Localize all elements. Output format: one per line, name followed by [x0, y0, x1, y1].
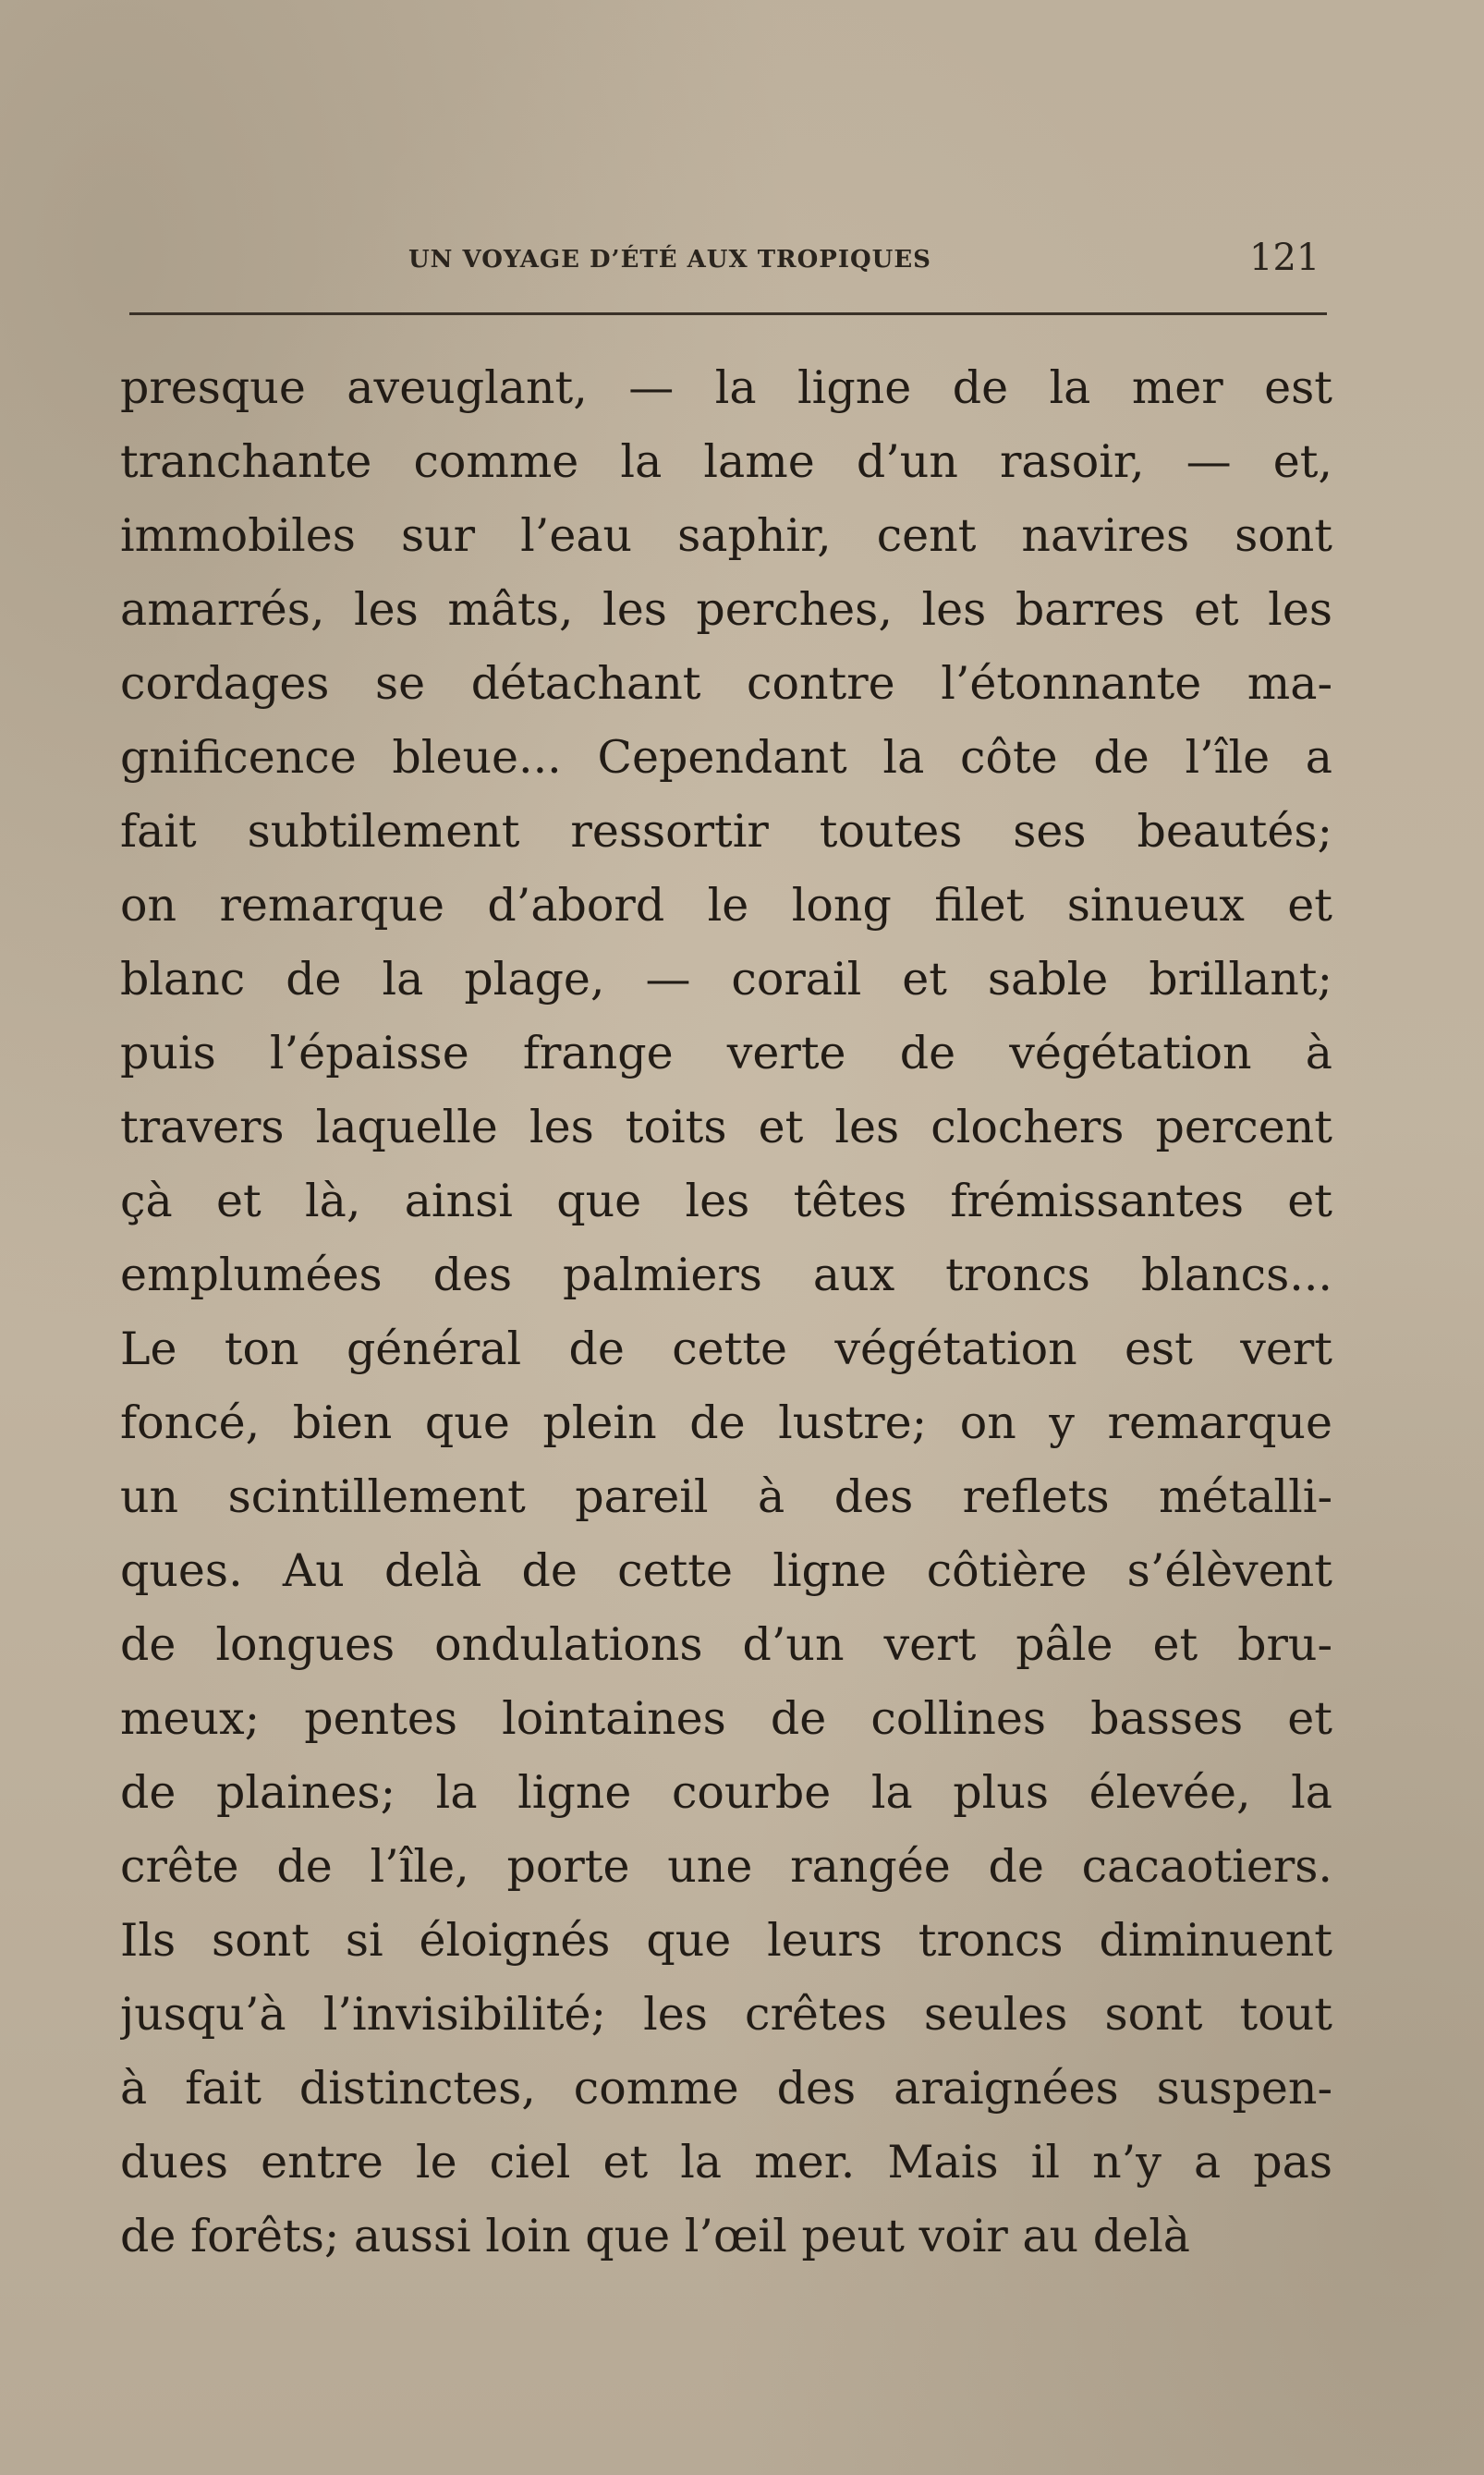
text-line: emplumées des palmiers aux troncs blancs... [120, 1249, 1332, 1301]
page-number: 121 [1249, 237, 1320, 279]
text-line: presque aveuglant, — la ligne de la mer est [120, 361, 1332, 414]
text-line: un scintillement pareil à des reflets métalli- [120, 1470, 1332, 1523]
header-rule [129, 312, 1327, 315]
text-line: Le ton général de cette végétation est vert [120, 1323, 1332, 1375]
text-line: dues entre le ciel et la mer. Mais il n’y a pas [120, 2136, 1332, 2188]
body-text [120, 351, 1332, 2274]
text-line: gnificence bleue... Cependant la côte de l’île a [120, 731, 1332, 784]
text-line: amarrés, les mâts, les perches, les barres et les [120, 583, 1332, 636]
text-line: de longues ondulations d’un vert pâle et bru- [120, 1618, 1332, 1671]
text-line: tranchante comme la lame d’un rasoir, — et, [120, 435, 1332, 488]
text-line: puis l’épaisse frange verte de végétation à [120, 1027, 1332, 1079]
text-line: fait subtilement ressortir toutes ses beautés; [120, 805, 1332, 858]
text-line: çà et là, ainsi que les têtes frémissantes et [120, 1175, 1332, 1227]
text-line: meux; pentes lointaines de collines basses et [120, 1692, 1332, 1745]
text-line: on remarque d’abord le long filet sinueux et [120, 879, 1332, 932]
text-line: travers laquelle les toits et les clochers percent [120, 1101, 1332, 1153]
running-head: UN VOYAGE D’ÉTÉ AUX TROPIQUES [408, 246, 931, 274]
text-line: à fait distinctes, comme des araignées suspen- [120, 2062, 1332, 2115]
text-line: crête de l’île, porte une rangée de cacaotiers. [120, 1840, 1332, 1893]
text-line: de forêts; aussi loin que l’œil peut voir au delà [120, 2210, 1190, 2262]
text-line: ques. Au delà de cette ligne côtière s’élèvent [120, 1544, 1332, 1597]
text-line: foncé, bien que plein de lustre; on y remarque [120, 1396, 1332, 1449]
text-line: cordages se détachant contre l’étonnante ma- [120, 657, 1332, 710]
text-line: de plaines; la ligne courbe la plus élevée, la [120, 1766, 1332, 1819]
text-line: blanc de la plage, — corail et sable brillant; [120, 953, 1332, 1006]
text-line: Ils sont si éloignés que leurs troncs diminuent [120, 1914, 1332, 1967]
text-line: immobiles sur l’eau saphir, cent navires sont [120, 509, 1332, 562]
text-line: jusqu’à l’invisibilité; les crêtes seules sont tout [120, 1988, 1332, 2041]
